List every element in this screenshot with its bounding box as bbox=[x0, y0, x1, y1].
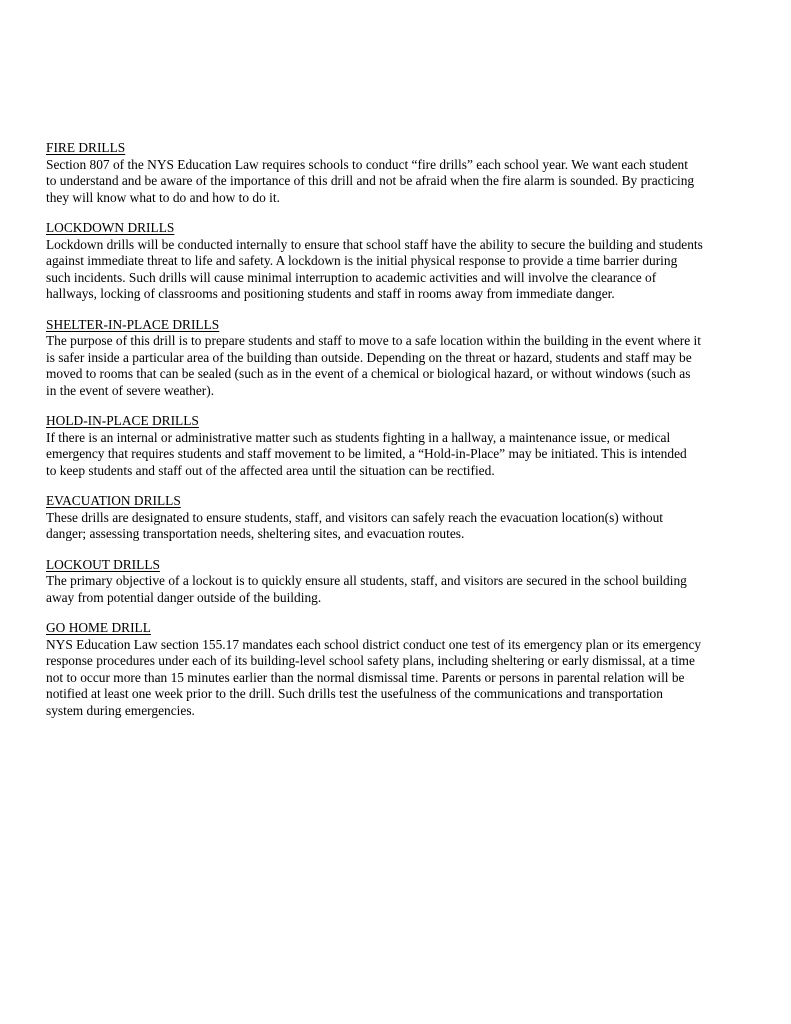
section-evacuation-drills bbox=[46, 493, 754, 543]
section-heading: HOLD-IN-PLACE DRILLS bbox=[46, 413, 199, 428]
section-lockdown-drills bbox=[46, 220, 754, 303]
section-heading: LOCKDOWN DRILLS bbox=[46, 220, 175, 235]
section-go-home-drill bbox=[46, 620, 754, 719]
section-hold-in-place-drills bbox=[46, 413, 754, 479]
section-heading: SHELTER-IN-PLACE DRILLS bbox=[46, 316, 220, 332]
section-body: Section 807 of the NYS Education Law requires schools to conduct “fire drills” each school year. We want each student to understand and be aware of the importance of this drill and not be afraid when the fire alarm is sounded. By practicing they will know what to do and how to do it. bbox=[46, 156, 695, 205]
section-shelter-in-place-drills bbox=[46, 317, 754, 400]
section-lockout-drills bbox=[46, 557, 754, 607]
section-body: These drills are designated to ensure students, staff, and visitors can safely reach the evacuation location(s) without danger; assessing transportation needs, sheltering sites, and evacuation routes. bbox=[46, 509, 664, 541]
section-heading: FIRE DRILLS bbox=[46, 140, 126, 155]
section-body: The primary objective of a lockout is to quickly ensure all students, staff, and visitors are secured in the school building away from potential danger outside of the building. bbox=[46, 573, 687, 605]
section-body: Lockdown drills will be conducted internally to ensure that school staff have the ability to secure the building and students against immediate threat to life and safety. A lockdown is the initial physical response to provide a time barrier during such incidents. Such drills will cause minimal interruption to academic activities and will involve the clearance of hallways, locking of classrooms and positioning students and staff in rooms away from immediate danger. bbox=[46, 236, 703, 301]
section-fire-drills bbox=[46, 140, 754, 206]
section-heading: LOCKOUT DRILLS bbox=[46, 556, 160, 572]
section-body: If there is an internal or administrative matter such as students fighting in a hallway, a maintenance issue, or medical emergency that requires students and staff movement to be limited, a “Hold-in-Place” may be initiated. This is intended to keep students and staff out of the affected area until the situation can be rectified. bbox=[46, 429, 687, 478]
section-heading: EVACUATION DRILLS bbox=[46, 493, 181, 508]
document-page bbox=[46, 140, 754, 733]
section-heading: GO HOME DRILL bbox=[46, 620, 151, 635]
section-body: The purpose of this drill is to prepare students and staff to move to a safe location within the building in the event where it is safer inside a particular area of the building than outside. Depending on the threat or hazard, students and staff may be moved to rooms that can be sealed (such as in the event of a chemical or biological hazard, or without windows (such as in the event of severe weather). bbox=[46, 333, 701, 398]
section-body: NYS Education Law section 155.17 mandates each school district conduct one test of its emergency plan or its emergency response procedures under each of its building-level school safety plans, including sheltering or early dismissal, at a time not to occur more than 15 minutes earlier than the normal dismissal time. Parents or persons in parental relation will be notified at least one week prior to the drill. Such drills test the usefulness of the communications and transportation system during emergencies. bbox=[46, 636, 702, 718]
